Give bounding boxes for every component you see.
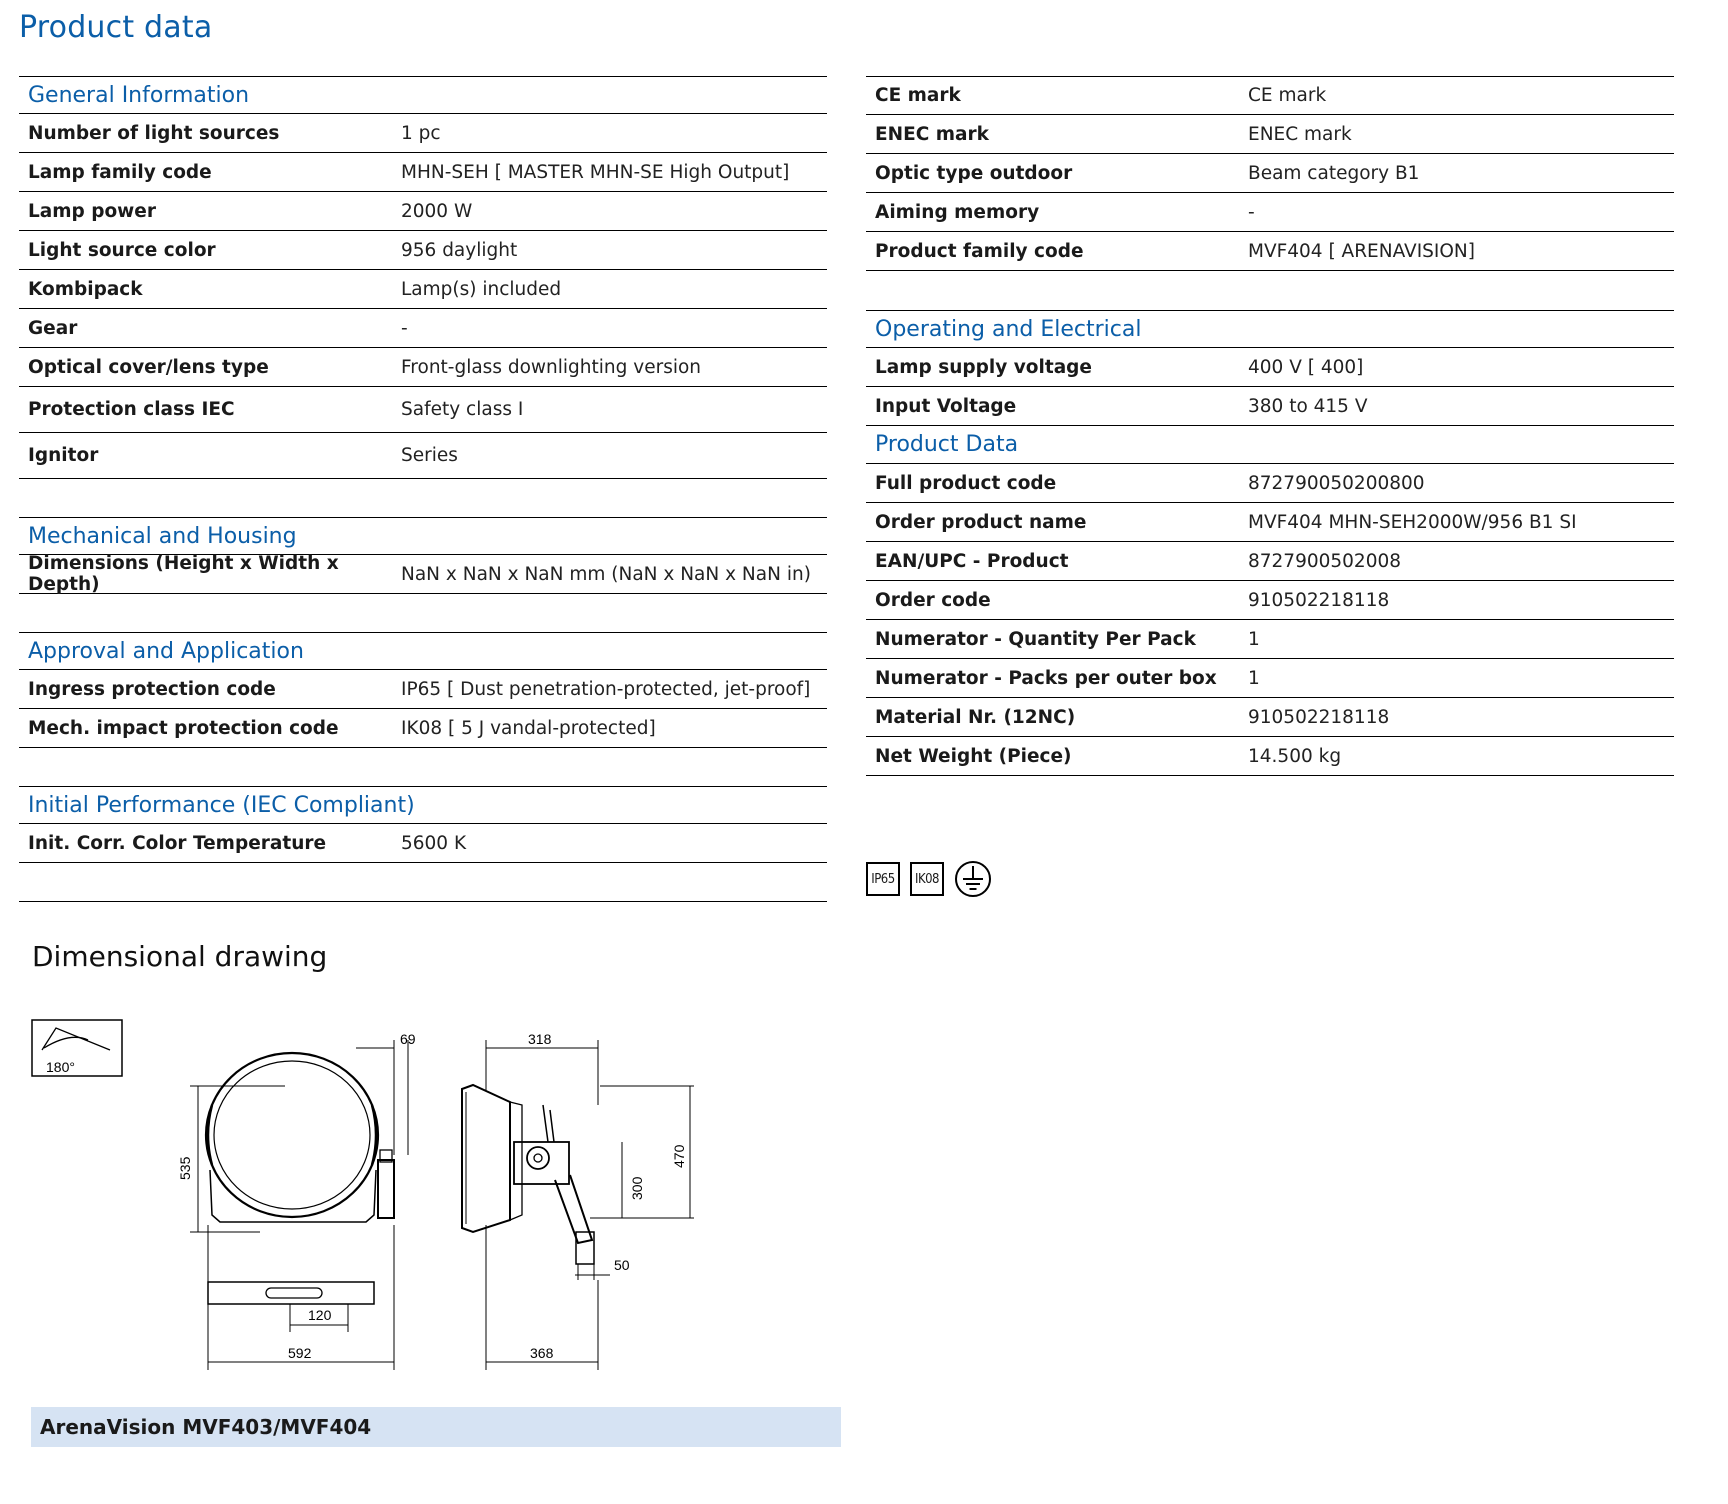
spec-label: Mech. impact protection code	[28, 717, 339, 739]
spec-label: Optic type outdoor	[875, 162, 1073, 184]
section-heading-approval: Approval and Application	[19, 632, 827, 670]
spec-row	[866, 193, 1674, 232]
spec-label: Lamp supply voltage	[875, 356, 1092, 378]
spec-label: ENEC mark	[875, 123, 989, 145]
spec-label: Order product name	[875, 511, 1087, 533]
spec-value: NaN x NaN x NaN mm (NaN x NaN x NaN in)	[401, 563, 811, 585]
spec-label: Init. Corr. Color Temperature	[28, 832, 327, 854]
spec-row	[866, 154, 1674, 193]
spec-row	[866, 348, 1674, 387]
section-gap	[19, 594, 827, 632]
section-heading-operating: Operating and Electrical	[866, 310, 1674, 348]
spec-value: 956 daylight	[401, 239, 518, 261]
spec-row	[19, 309, 827, 348]
spec-value: 14.500 kg	[1248, 745, 1342, 767]
spec-value: 5600 K	[401, 832, 467, 854]
rotation-angle-label: 180°	[46, 1059, 75, 1075]
right-spec-column	[866, 76, 1674, 776]
spec-row	[866, 737, 1674, 776]
spec-label: Numerator - Packs per outer box	[875, 667, 1217, 689]
spec-value: 380 to 415 V	[1248, 395, 1368, 417]
spec-value: 1	[1248, 628, 1260, 650]
spec-label: Dimensions (Height x Width x Depth)	[28, 553, 339, 595]
dim-120-label: 120	[308, 1307, 332, 1323]
spec-row	[866, 620, 1674, 659]
dim-535-label: 535	[177, 1156, 193, 1180]
spec-row	[866, 503, 1674, 542]
spec-value: 8727900502008	[1248, 550, 1402, 572]
dim-50-label: 50	[614, 1257, 630, 1273]
section-heading-general: General Information	[19, 76, 827, 114]
spec-value: 2000 W	[401, 200, 473, 222]
spec-row	[866, 659, 1674, 698]
section-gap	[19, 479, 827, 517]
spec-label: Protection class IEC	[28, 399, 235, 420]
spec-label: Product family code	[875, 240, 1084, 262]
spec-value: 910502218118	[1248, 706, 1390, 728]
spec-value: Series	[401, 445, 458, 466]
spec-value: 1	[1248, 667, 1260, 689]
spec-value: Beam category B1	[1248, 162, 1420, 184]
spec-value: Safety class I	[401, 399, 524, 420]
spec-label: Ignitor	[28, 445, 99, 466]
spec-label: Gear	[28, 317, 78, 339]
spec-row	[866, 387, 1674, 426]
protective-earth-icon	[954, 860, 992, 898]
spec-row	[19, 670, 827, 709]
spec-label: Input Voltage	[875, 395, 1017, 417]
dim-318-label: 318	[528, 1031, 552, 1047]
section-gap	[866, 271, 1674, 310]
spec-value: IK08 [ 5 J vandal-protected]	[401, 717, 656, 739]
dim-470-label: 470	[671, 1144, 687, 1168]
spec-row	[19, 824, 827, 863]
spec-row	[866, 464, 1674, 503]
spec-label: Optical cover/lens type	[28, 356, 269, 378]
spec-label: Number of light sources	[28, 122, 280, 144]
spec-row	[19, 709, 827, 748]
drawing-caption: ArenaVision MVF403/MVF404	[31, 1407, 841, 1447]
spec-row	[19, 348, 827, 387]
front-view-outline	[206, 1053, 394, 1304]
spec-row	[19, 114, 827, 153]
left-spec-column	[19, 76, 827, 902]
dimensional-drawing-title: Dimensional drawing	[32, 940, 328, 973]
section-end-rule	[19, 863, 827, 902]
section-heading-product-data: Product Data	[866, 426, 1674, 464]
spec-label: Lamp power	[28, 200, 156, 222]
dimensional-drawing	[30, 1010, 687, 1405]
spec-value: Front-glass downlighting version	[401, 356, 702, 378]
side-view-outline	[462, 1085, 594, 1264]
spec-label: Light source color	[28, 239, 216, 261]
spec-row	[866, 581, 1674, 620]
spec-value: -	[401, 317, 408, 339]
spec-row	[19, 433, 827, 479]
spec-label: Order code	[875, 589, 991, 611]
section-gap	[19, 748, 827, 786]
spec-row	[19, 555, 827, 594]
spec-value: 400 V [ 400]	[1248, 356, 1364, 378]
spec-value: 910502218118	[1248, 589, 1390, 611]
page-title: Product data	[19, 10, 213, 45]
spec-value: MVF404 [ ARENAVISION]	[1248, 240, 1475, 262]
dim-592-label: 592	[288, 1345, 312, 1361]
spec-label: Net Weight (Piece)	[875, 745, 1072, 767]
spec-value: ENEC mark	[1248, 123, 1352, 145]
spec-label: Aiming memory	[875, 201, 1040, 223]
spec-row	[19, 231, 827, 270]
spec-row	[866, 115, 1674, 154]
spec-row	[19, 387, 827, 433]
dim-368-label: 368	[530, 1345, 554, 1361]
spec-label: Material Nr. (12NC)	[875, 706, 1076, 728]
spec-label: Full product code	[875, 472, 1057, 494]
spec-row	[866, 542, 1674, 581]
spec-label: Numerator - Quantity Per Pack	[875, 628, 1196, 650]
spec-row	[19, 153, 827, 192]
ip-rating-badge: IP65	[866, 862, 900, 896]
spec-value: MHN-SEH [ MASTER MHN-SE High Output]	[401, 161, 790, 183]
certification-badges	[866, 860, 992, 898]
section-heading-initial-performance: Initial Performance (IEC Compliant)	[19, 786, 827, 824]
spec-value: IP65 [ Dust penetration-protected, jet-proof]	[401, 678, 811, 700]
section-heading-mechanical: Mechanical and Housing	[19, 517, 827, 555]
spec-row	[19, 192, 827, 231]
spec-value: 872790050200800	[1248, 472, 1425, 494]
spec-row	[19, 270, 827, 309]
ik-rating-badge: IK08	[910, 862, 944, 896]
dim-300-label: 300	[629, 1176, 645, 1200]
spec-label: Ingress protection code	[28, 678, 276, 700]
spec-value: CE mark	[1248, 85, 1327, 106]
spec-label: CE mark	[875, 85, 961, 106]
spec-value: -	[1248, 201, 1255, 223]
spec-row	[866, 76, 1674, 115]
spec-row	[866, 232, 1674, 271]
dim-69-label: 69	[400, 1031, 416, 1047]
spec-value: MVF404 MHN-SEH2000W/956 B1 SI	[1248, 511, 1577, 533]
spec-label: Lamp family code	[28, 161, 212, 183]
spec-value: Lamp(s) included	[401, 278, 562, 300]
spec-label: EAN/UPC - Product	[875, 550, 1069, 572]
spec-label: Kombipack	[28, 278, 143, 300]
spec-value: 1 pc	[401, 122, 441, 144]
spec-row	[866, 698, 1674, 737]
